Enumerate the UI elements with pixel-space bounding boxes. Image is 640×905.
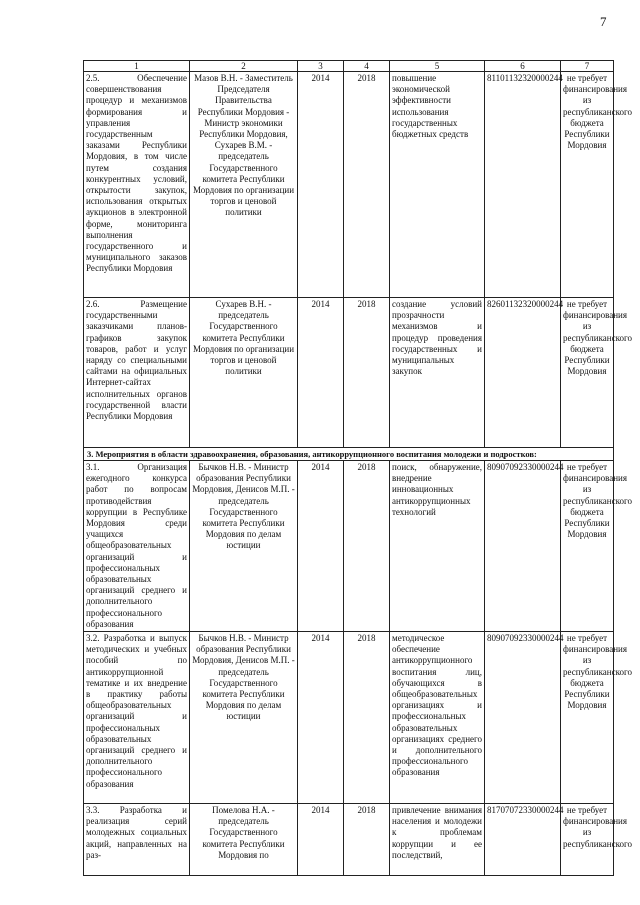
responsible-person: Мазов В.Н. - Заместитель Председателя Правительства Республики Мордовия - Министр экономики Республики Мордовия, Сухарев В.М. - председатель Государственного комитета Республики Мордовия по организации торгов и ценовой политики — [190, 72, 298, 298]
table-row — [84, 298, 614, 448]
column-number: 4 — [344, 61, 390, 72]
responsible-person: Бычков Н.В. - Министр образования Республики Мордовия, Денисов М.П. - председатель Государственного комитета Республики Мордовия по делам юстиции — [190, 461, 298, 632]
measure-name: 2.5. Обеспечение совершенствования процедур и механизмов формирования и управления государственным заказами Республики Мордовия, в том числе путем создания конкурентных условий, открытости закупок, использования открытых аукционов в электронной форме, мониторинга выполнения государственного и муниципального заказов Республики Мордовия — [84, 72, 190, 298]
column-number: 2 — [190, 61, 298, 72]
year-end: 2018 — [344, 804, 390, 876]
table-row — [84, 72, 614, 298]
budget-code: 80907092330000244 — [485, 461, 561, 632]
measure-name: 3.2. Разработка и выпуск методических и учебных пособий по антикоррупционной тематике и их внедрение в практику работы общеобразовательных организаций и профессиональных образовательных организаций среднего и дополнительного профессионального образования — [84, 632, 190, 804]
financing-note: не требует финансирования из республиканского — [561, 804, 614, 876]
year-start: 2014 — [298, 298, 344, 448]
table-row — [84, 632, 614, 804]
year-start: 2014 — [298, 632, 344, 804]
responsible-person: Помелова Н.А. - председатель Государственного комитета Республики Мордовия по — [190, 804, 298, 876]
measure-name: 3.3. Разработка и реализация серий молодежных социальных акций, направленных на раз- — [84, 804, 190, 876]
column-number: 3 — [298, 61, 344, 72]
column-number: 1 — [84, 61, 190, 72]
budget-code: 82601132320000244 — [485, 298, 561, 448]
financing-note: не требует финансирования из республиканского бюджета Республики Мордовия — [561, 72, 614, 298]
responsible-person: Сухарев В.Н. - председатель Государственного комитета Республики Мордовия по организации торгов и ценовой политики — [190, 298, 298, 448]
year-end: 2018 — [344, 632, 390, 804]
measures-table — [83, 60, 632, 876]
year-start: 2014 — [298, 804, 344, 876]
expected-result: методическое обеспечение антикоррупционного воспитания лиц, обучающихся в общеобразовательных организациях и профессиональных образовательных организациях среднего и дополнительного профессионального образования — [390, 632, 485, 804]
column-number-row — [84, 61, 614, 72]
table-row — [84, 461, 614, 632]
responsible-person: Бычков Н.В. - Министр образования Республики Мордовия, Денисов М.П. - председатель Государственного комитета Республики Мордовия по делам юстиции — [190, 632, 298, 804]
year-end: 2018 — [344, 298, 390, 448]
budget-code: 81707072330000244 — [485, 804, 561, 876]
year-start: 2014 — [298, 461, 344, 632]
expected-result: создание условий прозрачности механизмов и процедур проведения государственных и муниципальных закупок — [390, 298, 485, 448]
expected-result: повышение экономической эффективности использования государственных бюджетных средств — [390, 72, 485, 298]
year-start: 2014 — [298, 72, 344, 298]
financing-note: не требует финансирования из республиканского бюджета Республики Мордовия — [561, 632, 614, 804]
column-number: 6 — [485, 61, 561, 72]
measure-name: 2.6. Размещение государственными заказчиками планов-графиков закупок товаров, работ и услуг наряду со специальными сайтами на официальных Интернет-сайтах исполнительных органов государственной власти Республики Мордовия — [84, 298, 190, 448]
column-number: 7 — [561, 61, 614, 72]
column-number: 5 — [390, 61, 485, 72]
expected-result: поиск, обнаружение, внедрение инновационных антикоррупционных технологий — [390, 461, 485, 632]
section-header-row — [84, 448, 614, 461]
expected-result: привлечение внимания населения и молодежи к проблемам коррупции и ее последствий, — [390, 804, 485, 876]
year-end: 2018 — [344, 461, 390, 632]
financing-note: не требует финансирования из республиканского бюджета Республики Мордовия — [561, 298, 614, 448]
section-title: 3. Мероприятия в области здравоохранения, образования, антикоррупционного воспитания молодежи и подростков: — [84, 448, 614, 461]
budget-code: 80907092330000244 — [485, 632, 561, 804]
page-number: 7 — [600, 14, 607, 29]
financing-note: не требует финансирования из республиканского бюджета Республики Мордовия — [561, 461, 614, 632]
measure-name: 3.1. Организация ежегодного конкурса работ по вопросам противодействия коррупции в Республике Мордовия среди учащихся общеобразовательных организаций и профессиональных образовательных организаций среднего и дополнительного профессионального образования — [84, 461, 190, 632]
table-row — [84, 804, 614, 876]
budget-code: 81101132320000244 — [485, 72, 561, 298]
year-end: 2018 — [344, 72, 390, 298]
